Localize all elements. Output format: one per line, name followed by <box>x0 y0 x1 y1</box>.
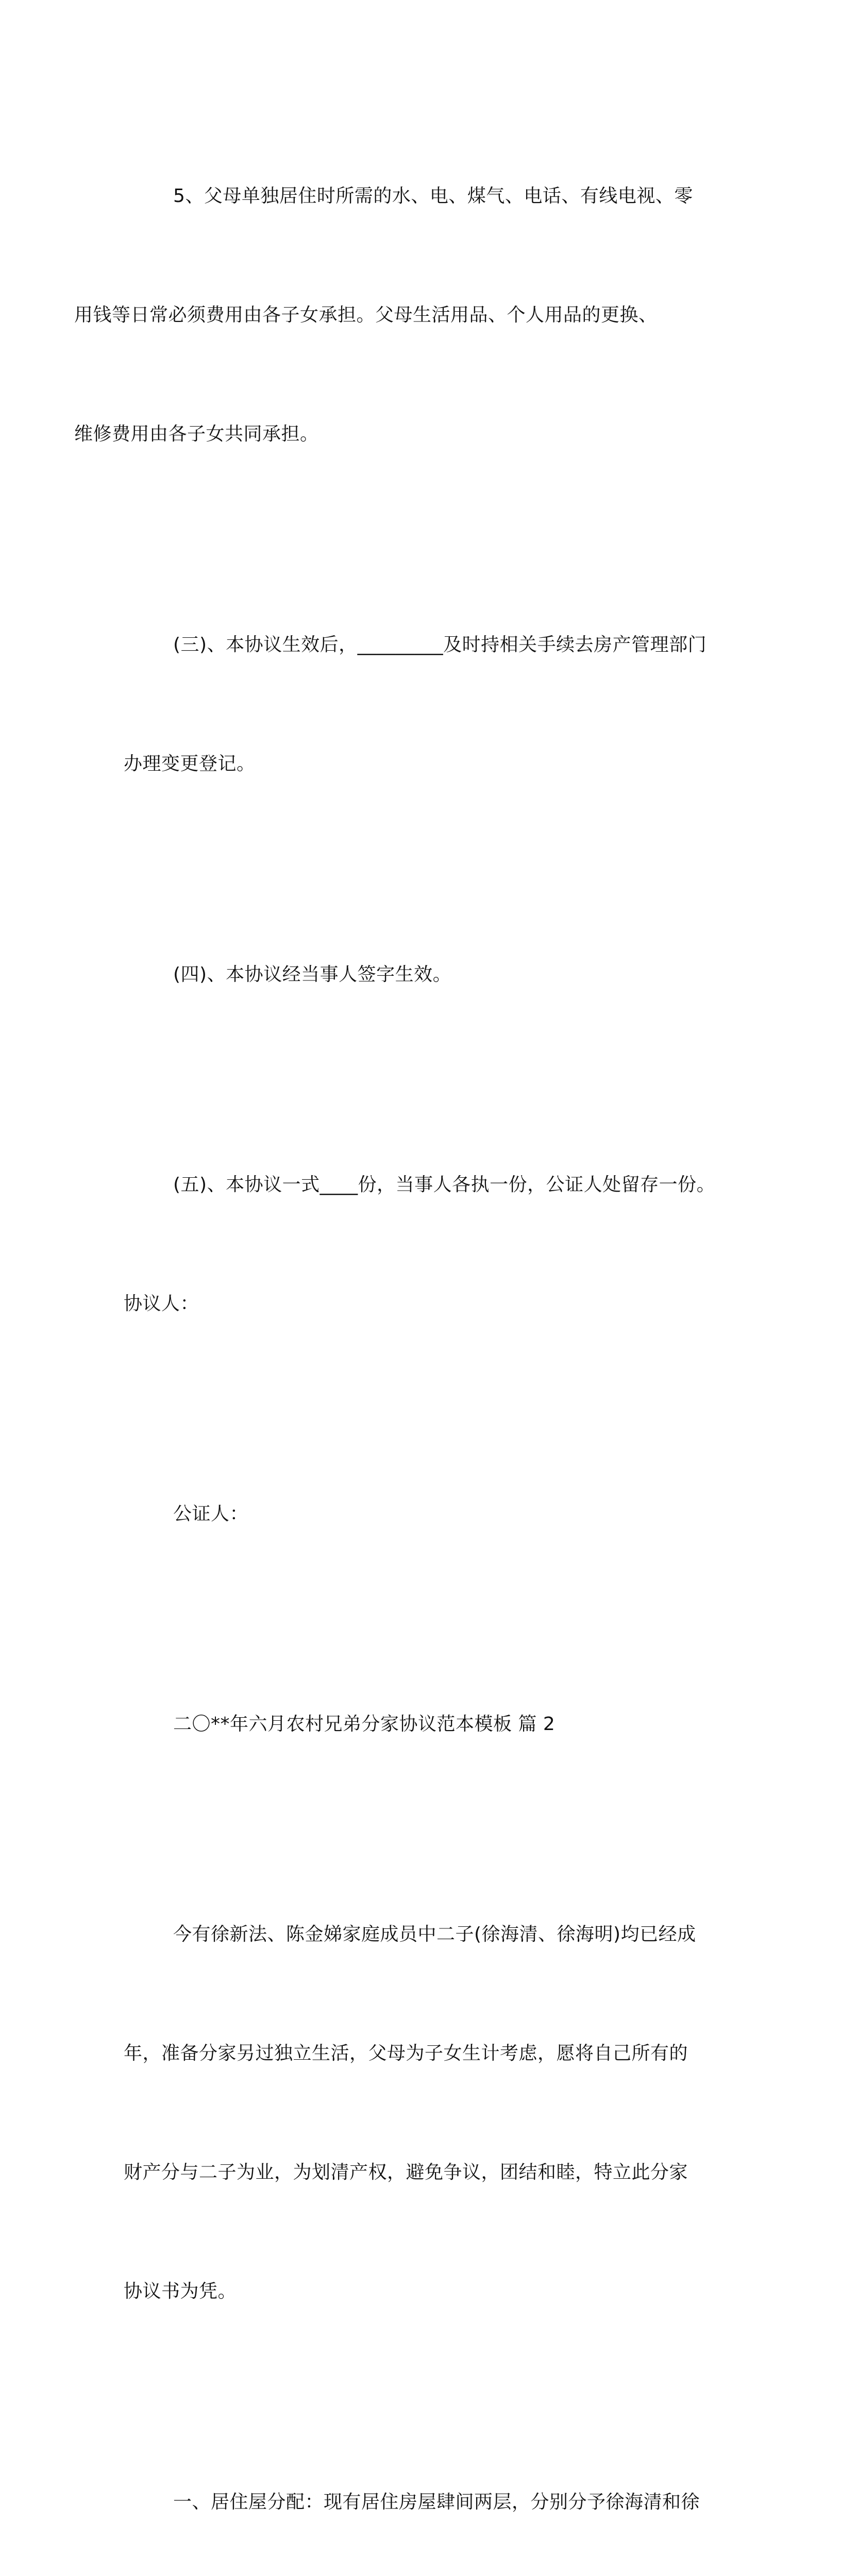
text-line: (四)、本协议经当事人签字生效。 <box>173 964 452 985</box>
paragraph-clause-3 <box>124 546 721 863</box>
text-line: 维修费用由各子女共同承担。 <box>74 423 319 445</box>
paragraph-item-5 <box>74 97 721 533</box>
text-line: 5、父母单独居住时所需的水、电、煤气、电话、有线电视、零 <box>173 185 693 207</box>
text-line: 协议人： <box>124 1293 199 1314</box>
text-line: 今有徐新法、陈金娣家庭成员中二子(徐海清、徐海明)均已经成 <box>173 1924 696 1945</box>
paragraph-clause-4 <box>124 875 721 1074</box>
paragraph-notary <box>124 1415 721 1613</box>
text-line: 办理变更登记。 <box>124 753 256 774</box>
text-line: 二〇**年六月农村兄弟分家协议范本模板 篇 2 <box>173 1714 556 1735</box>
text-line: 年，准备分家另过独立生活，父母为子女生计考虑，愿将自己所有的 <box>124 2043 688 2064</box>
paragraph-clause-5 <box>124 1086 721 1403</box>
text-line: 财产分与二子为业，为划清产权，避免争议，团结和睦，特立此分家 <box>124 2162 688 2183</box>
section-title <box>124 1625 721 1823</box>
text-line: (五)、本协议一式____份，当事人各执一份，公证人处留存一份。 <box>173 1174 716 1195</box>
text-line: (三)、本协议生效后，_________及时持相关手续去房产管理部门 <box>173 634 707 655</box>
text-line: 用钱等日常必须费用由各子女承担。父母生活用品、个人用品的更换、 <box>74 304 658 326</box>
text-line: 一、居住屋分配：现有居住房屋肆间两层，分别分予徐海清和徐 <box>173 2492 700 2513</box>
paragraph-article-1 <box>124 2403 721 2576</box>
paragraph-intro <box>124 1835 721 2391</box>
document-body <box>74 97 721 2576</box>
text-line: 协议书为凭。 <box>124 2281 237 2302</box>
text-line: 公证人： <box>173 1503 249 1524</box>
